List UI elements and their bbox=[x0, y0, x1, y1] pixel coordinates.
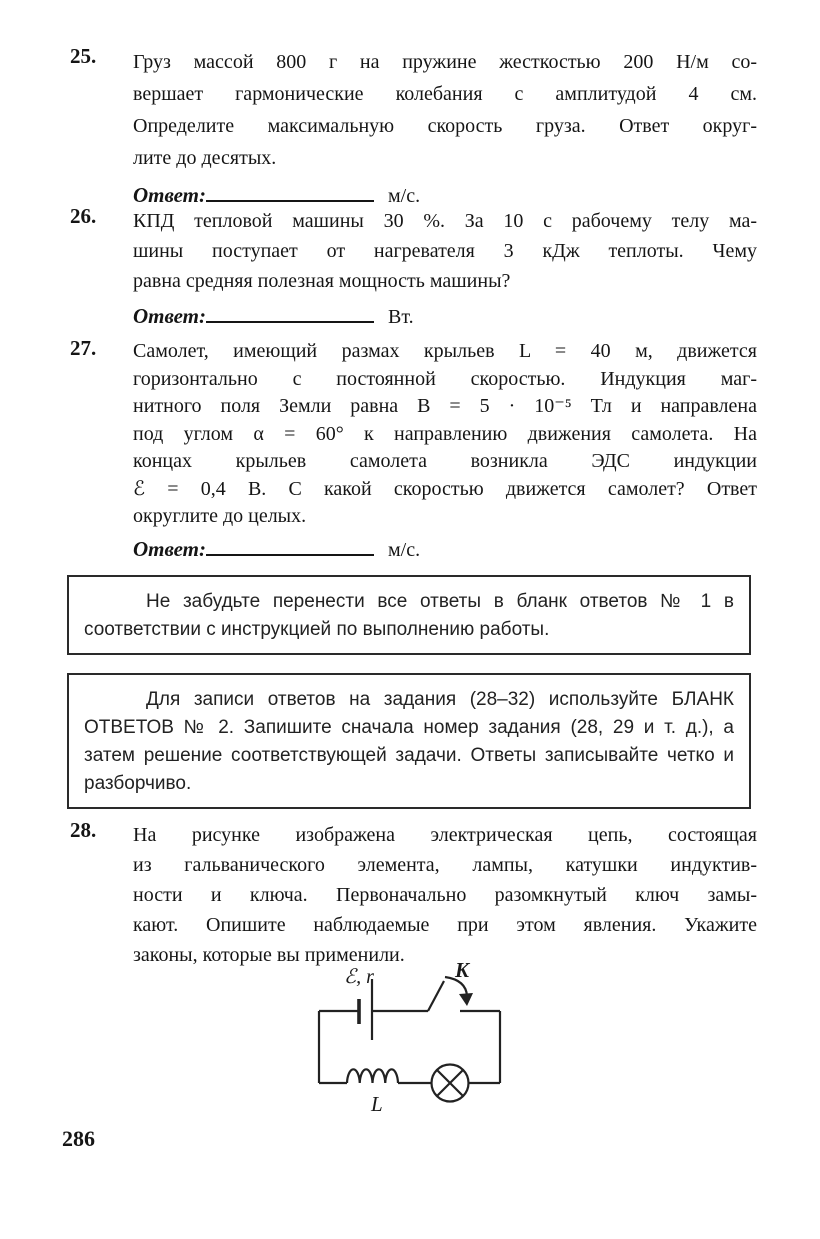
problem-text-line: КПД тепловой машины 30 %. За 10 с рабочему телу ма- bbox=[133, 210, 757, 232]
problem-text-line: из гальванического элемента, лампы, катушки индуктив- bbox=[133, 854, 757, 876]
answer-unit: м/с. bbox=[388, 185, 421, 207]
problem-text-line: равна средняя полезная мощность машины? bbox=[133, 270, 511, 292]
problem-28-text bbox=[133, 820, 757, 970]
problem-text-line: нитного поля Земли равна B = 5 · 10⁻⁵ Тл и направлена bbox=[133, 395, 757, 417]
problem-text-line: концах крыльев самолета возникла ЭДС индукции bbox=[133, 450, 757, 472]
notice-text-line: разборчиво. bbox=[84, 773, 192, 794]
notice-transfer-answers bbox=[67, 575, 751, 655]
emf-label: ℰ, r bbox=[344, 966, 374, 988]
problem-27 bbox=[65, 338, 759, 564]
notice-text-line: Для записи ответов на задания (28–32) используйте БЛАНК bbox=[146, 689, 734, 710]
problem-text-line: кают. Опишите наблюдаемые при этом явления. Укажите bbox=[133, 914, 757, 936]
problem-text-line: округлите до целых. bbox=[133, 505, 307, 527]
answer-blank bbox=[206, 550, 374, 556]
problem-text-line: законы, которые вы применили. bbox=[133, 944, 405, 966]
problem-text-line: Самолет, имеющий размах крыльев L = 40 м, движется bbox=[133, 340, 757, 362]
inductor-coil bbox=[347, 1069, 398, 1083]
problem-28 bbox=[65, 820, 759, 970]
problem-text-line: под углом α = 60° к направлению движения самолета. На bbox=[133, 422, 757, 445]
problem-text-line: ности и ключа. Первоначально разомкнутый ключ замы- bbox=[133, 884, 757, 906]
notice-answer-sheet-2 bbox=[67, 673, 751, 809]
answer-label: Ответ: bbox=[133, 304, 206, 328]
notice-text-line: ОТВЕТОВ № 2. Запишите сначала номер задания (28, 29 и т. д.), а bbox=[84, 717, 734, 738]
problem-25-text bbox=[133, 46, 757, 212]
answer-label: Ответ: bbox=[133, 536, 206, 561]
answer-line bbox=[133, 301, 757, 332]
notice-text-line: соответствии с инструкцией по выполнению работы. bbox=[84, 619, 550, 640]
problem-text-line: шины поступает от нагревателя 3 кДж теплоты. Чему bbox=[133, 240, 757, 262]
problem-text-line: вершает гармонические колебания с амплитудой 4 см. bbox=[133, 83, 757, 105]
problem-text-line: ℰ = 0,4 В. С какой скоростью движется самолет? Ответ bbox=[133, 477, 757, 500]
notice-text-line: Не забудьте перенести все ответы в бланк ответов № 1 в bbox=[146, 591, 734, 612]
problem-26 bbox=[65, 206, 759, 332]
problem-text-line: Груз массой 800 г на пружине жесткостью 200 Н/м со- bbox=[133, 51, 757, 73]
switch-arrowhead bbox=[459, 993, 473, 1006]
problem-25-number: 25. bbox=[70, 44, 97, 68]
notice-text-line: затем решение соответствующей задачи. Ответы записывайте четко и bbox=[84, 745, 734, 766]
problem-text-line: горизонтально с постоянной скоростью. Индукция маг- bbox=[133, 367, 757, 390]
answer-unit: Вт. bbox=[388, 306, 414, 328]
inductor-label: L bbox=[371, 1092, 383, 1116]
problem-27-number: 27. bbox=[70, 336, 97, 360]
problem-28-number: 28. bbox=[70, 818, 97, 842]
problem-text-line: На рисунке изображена электрическая цепь, состоящая bbox=[133, 824, 757, 846]
problem-26-number: 26. bbox=[70, 204, 97, 228]
answer-label: Ответ: bbox=[133, 183, 206, 207]
problem-text-line: Определите максимальную скорость груза. Ответ округ- bbox=[133, 115, 757, 137]
problem-text-line: лите до десятых. bbox=[133, 147, 277, 169]
switch-label: K bbox=[455, 958, 470, 982]
answer-line bbox=[133, 536, 757, 565]
page-number: 286 bbox=[62, 1126, 95, 1151]
circuit-diagram bbox=[300, 950, 520, 1120]
problem-27-text bbox=[133, 338, 757, 564]
problem-26-text bbox=[133, 206, 757, 332]
switch-blade bbox=[428, 981, 444, 1011]
answer-blank bbox=[206, 196, 374, 202]
answer-blank bbox=[206, 317, 374, 323]
answer-unit: м/с. bbox=[388, 538, 421, 561]
problem-25 bbox=[65, 46, 759, 212]
